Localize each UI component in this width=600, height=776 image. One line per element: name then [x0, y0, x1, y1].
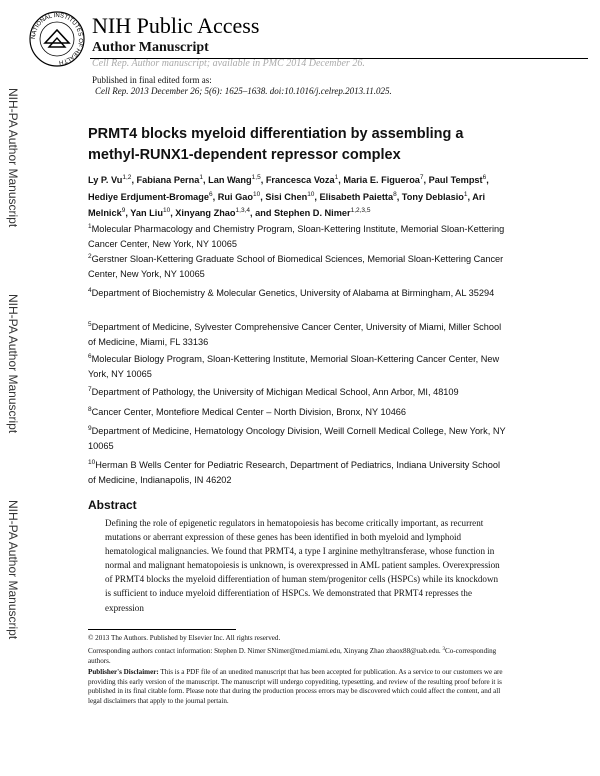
- author: Tony Deblasio$^1$: [401, 190, 468, 202]
- nih-logo: [28, 10, 86, 68]
- affiliation-7: $^7$Department of Pathology, the University of Michigan Medical School, Ann Arbor, MI, 48109: [88, 386, 459, 397]
- header-title: NIH Public Access: [92, 13, 260, 38]
- published-citation-text: Cell Rep. 2013 December 26; 5(6): 1625–1638. doi:10.1016/j.celrep.2013.11.025.: [95, 86, 392, 96]
- author: Ari Melnick$^9$: [88, 191, 486, 218]
- affiliation-5: $^5$Department of Medicine, Sylvester Comprehensive Cancer Center, University of Miami, Miller School of Medicine, Miami, FL 33136: [88, 321, 502, 347]
- side-watermark-text: NIH-PA Author Manuscript: [6, 88, 20, 228]
- author: Paul Tempst$^6$: [428, 174, 487, 185]
- author: Yan Liu$^{10}$: [130, 207, 171, 218]
- affiliation-2: $^2$Gerstner Sloan-Kettering Graduate School of Biomedical Sciences, Memorial Sloan-Kettering Cancer Center, New York, NY 10065: [88, 253, 504, 279]
- disclaimer-text: This is a PDF file of an unedited manuscript that has been accepted for publication. As a service to our customers we are providing this early version of the manuscript. The manuscript will undergo copyediting, typesetting, and review of the resulting proof before it is published in its final citable form. Please note that during the production process errors may be discovered which could affect the content, and all legal disclaimers that apply to the journal pertain.: [88, 668, 503, 705]
- author: Stephen D. Nimer$^{1,2,3,5}$: [274, 207, 371, 218]
- affiliation-4: $^4$Department of Biochemistry & Molecular Genetics, University of Alabama at Birmingham, AL 35294: [88, 287, 495, 298]
- abstract-text: Defining the role of epigenetic regulators in hematopoiesis has become critically important, as recurrent mutations or aberrant expression of these genes has been identified in both myeloid and lymphoid hematological malignancies. We found that PRMT4, a type I arginine methyltransferase, whose function in normal and malignant hematopoiesis is unknown, is overexpressed in AML patient samples. Overexpression of PRMT4 blocks the myeloid differentiation of human stem/progenitor cells (HSPCs) while its knockdown is sufficient to induce myeloid differentiation of HSPCs. We demonstrated that PRMT4 represses the expression: [105, 518, 500, 613]
- affiliation-9: $^9$Department of Medicine, Hematology Oncology Division, Weill Cornell Medical College, New York, NY 10065: [88, 425, 506, 451]
- side-watermark-2: [6, 294, 20, 454]
- header-citation: Cell Rep. Author manuscript; available in PMC 2014 December 26.: [92, 58, 365, 69]
- abstract-heading: Abstract: [88, 498, 137, 512]
- header-subtitle: Author Manuscript: [92, 40, 209, 55]
- side-watermark-1: [6, 88, 20, 248]
- corresponding-authors-note: Corresponding authors contact information: Stephen D. Nimer SNimer@med.miami.edu, Xinyang Zhao zhaox88@uab.edu. $^3$Co-corresponding authors.: [88, 647, 497, 665]
- affiliation-8: $^8$Cancer Center, Montefiore Medical Center – North Division, Bronx, NY 10466: [88, 406, 407, 417]
- author: Rui Gao$^{10}$: [217, 190, 261, 202]
- author: Lan Wang$^{1,5}$: [208, 174, 261, 185]
- author: Hediye Erdjument-Bromage$^6$: [88, 190, 213, 202]
- affiliation-6: $^6$Molecular Biology Program, Sloan-Kettering Institute, Memorial Sloan-Kettering Cancer Center, New York, NY 10065: [88, 353, 500, 379]
- affiliation-10: $^{10}$Herman B Wells Center for Pediatric Research, Department of Pediatrics, Indiana University School of Medicine, Indianapolis, IN 46202: [88, 459, 500, 485]
- published-label: Published in final edited form as:: [92, 75, 212, 85]
- article-title: PRMT4 blocks myeloid differentiation by assembling a methyl-RUNX1-dependent repressor complex: [88, 126, 464, 163]
- copyright-note: © 2013 The Authors. Published by Elsevier Inc. All rights reserved.: [88, 634, 281, 642]
- author: Francesca Voza$^1$: [265, 174, 339, 185]
- disclaimer-label: Publisher's Disclaimer:: [88, 668, 159, 676]
- publisher-disclaimer: [88, 668, 503, 706]
- affiliation-1: $^1$Molecular Pharmacology and Chemistry Program, Sloan-Kettering Institute, Memorial Sloan-Kettering Cancer Center, New York, NY 10065: [88, 223, 505, 249]
- side-watermark-text: NIH-PA Author Manuscript: [6, 500, 20, 640]
- author: Xinyang Zhao$^{1,3,4}$: [175, 207, 251, 218]
- side-watermark-3: [6, 500, 20, 660]
- author: Fabiana Perna$^1$: [136, 174, 203, 185]
- side-watermark-text: NIH-PA Author Manuscript: [6, 294, 20, 434]
- footnote-divider: [88, 629, 236, 630]
- logo-ring-text: NATIONAL INSTITUTES OF HEALTH: [30, 12, 84, 65]
- published-citation: [95, 86, 392, 96]
- author: Ly P. Vu$^{1,2}$: [88, 174, 132, 185]
- author: Maria E. Figueroa$^7$: [343, 174, 424, 185]
- author-list: Ly P. Vu$^{1,2}$, Fabiana Perna$^1$, Lan Wang$^{1,5}$, Francesca Voza$^1$, Maria E. Figueroa$^7$, Paul Tempst$^6$, Hediye Erdjument-Bromage$^6$, Rui Gao$^{10}$, Sisi Chen$^{10}$, Elisabeth Paietta$^8$, Tony Deblasio$^1$, Ari Melnick$^9$, Yan Liu$^{10}$, Xinyang Zhao$^{1,3,4}$, and Stephen D. Nimer$^{1,2,3,5}$: [88, 174, 489, 218]
- author: Elisabeth Paietta$^8$: [319, 190, 397, 202]
- author: Sisi Chen$^{10}$: [265, 190, 315, 202]
